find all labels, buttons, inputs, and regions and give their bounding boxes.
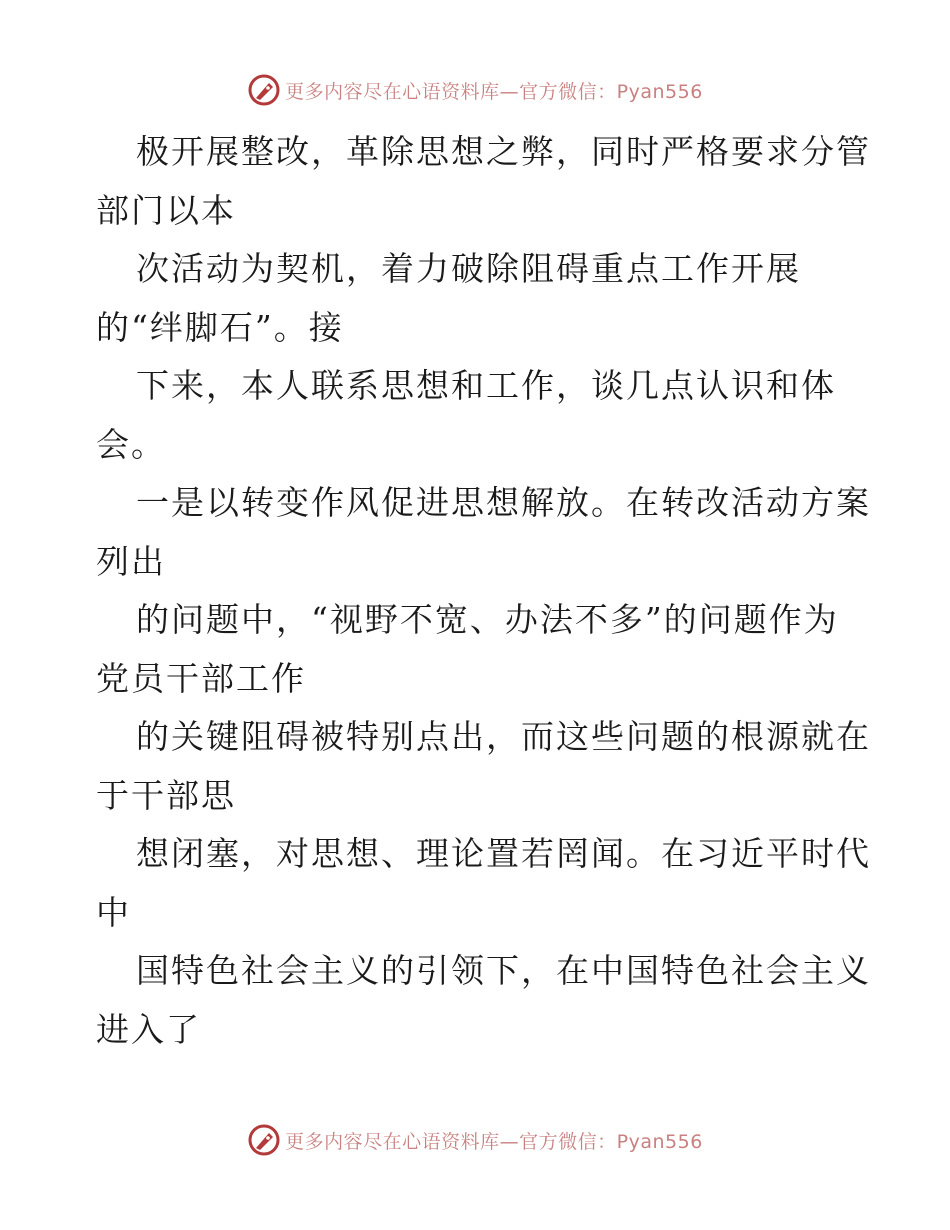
header-watermark-banner xyxy=(0,70,950,110)
pen-nib-logo-icon xyxy=(247,1123,281,1157)
text-line: 的“绊脚石”。接 xyxy=(96,307,344,347)
text-line: 的问题中，“视野不宽、办法不多”的问题作为 xyxy=(136,600,839,639)
text-line: 国特色社会主义的引领下，在中国特色社会主义 xyxy=(136,951,871,990)
pen-nib-logo-icon xyxy=(247,73,281,107)
text-line: 一是以转变作风促进思想解放。在转改活动方案 xyxy=(136,483,871,522)
text-line: 会。 xyxy=(96,424,166,464)
header-watermark-text: 更多内容尽在心语资料库—官方微信：Pyan556 xyxy=(285,80,703,103)
text-line: 中 xyxy=(96,892,131,932)
text-line: 列出 xyxy=(96,541,166,581)
text-line: 想闭塞，对思想、理论置若罔闻。在习近平时代 xyxy=(136,834,871,873)
text-line: 下来，本人联系思想和工作，谈几点认识和体 xyxy=(136,366,836,405)
text-line: 的关键阻碍被特别点出，而这些问题的根源就在 xyxy=(136,717,871,756)
text-line: 于干部思 xyxy=(96,775,236,815)
text-line: 党员干部工作 xyxy=(96,658,306,698)
text-line: 次活动为契机，着力破除阻碍重点工作开展 xyxy=(136,249,801,288)
footer-watermark-text: 更多内容尽在心语资料库—官方微信：Pyan556 xyxy=(285,1130,703,1153)
text-line: 极开展整改，革除思想之弊，同时严格要求分管 xyxy=(136,132,871,171)
document-body xyxy=(96,123,871,1059)
text-line: 部门以本 xyxy=(96,190,236,230)
footer-watermark-banner xyxy=(0,1120,950,1160)
text-line: 进入了 xyxy=(96,1009,201,1049)
